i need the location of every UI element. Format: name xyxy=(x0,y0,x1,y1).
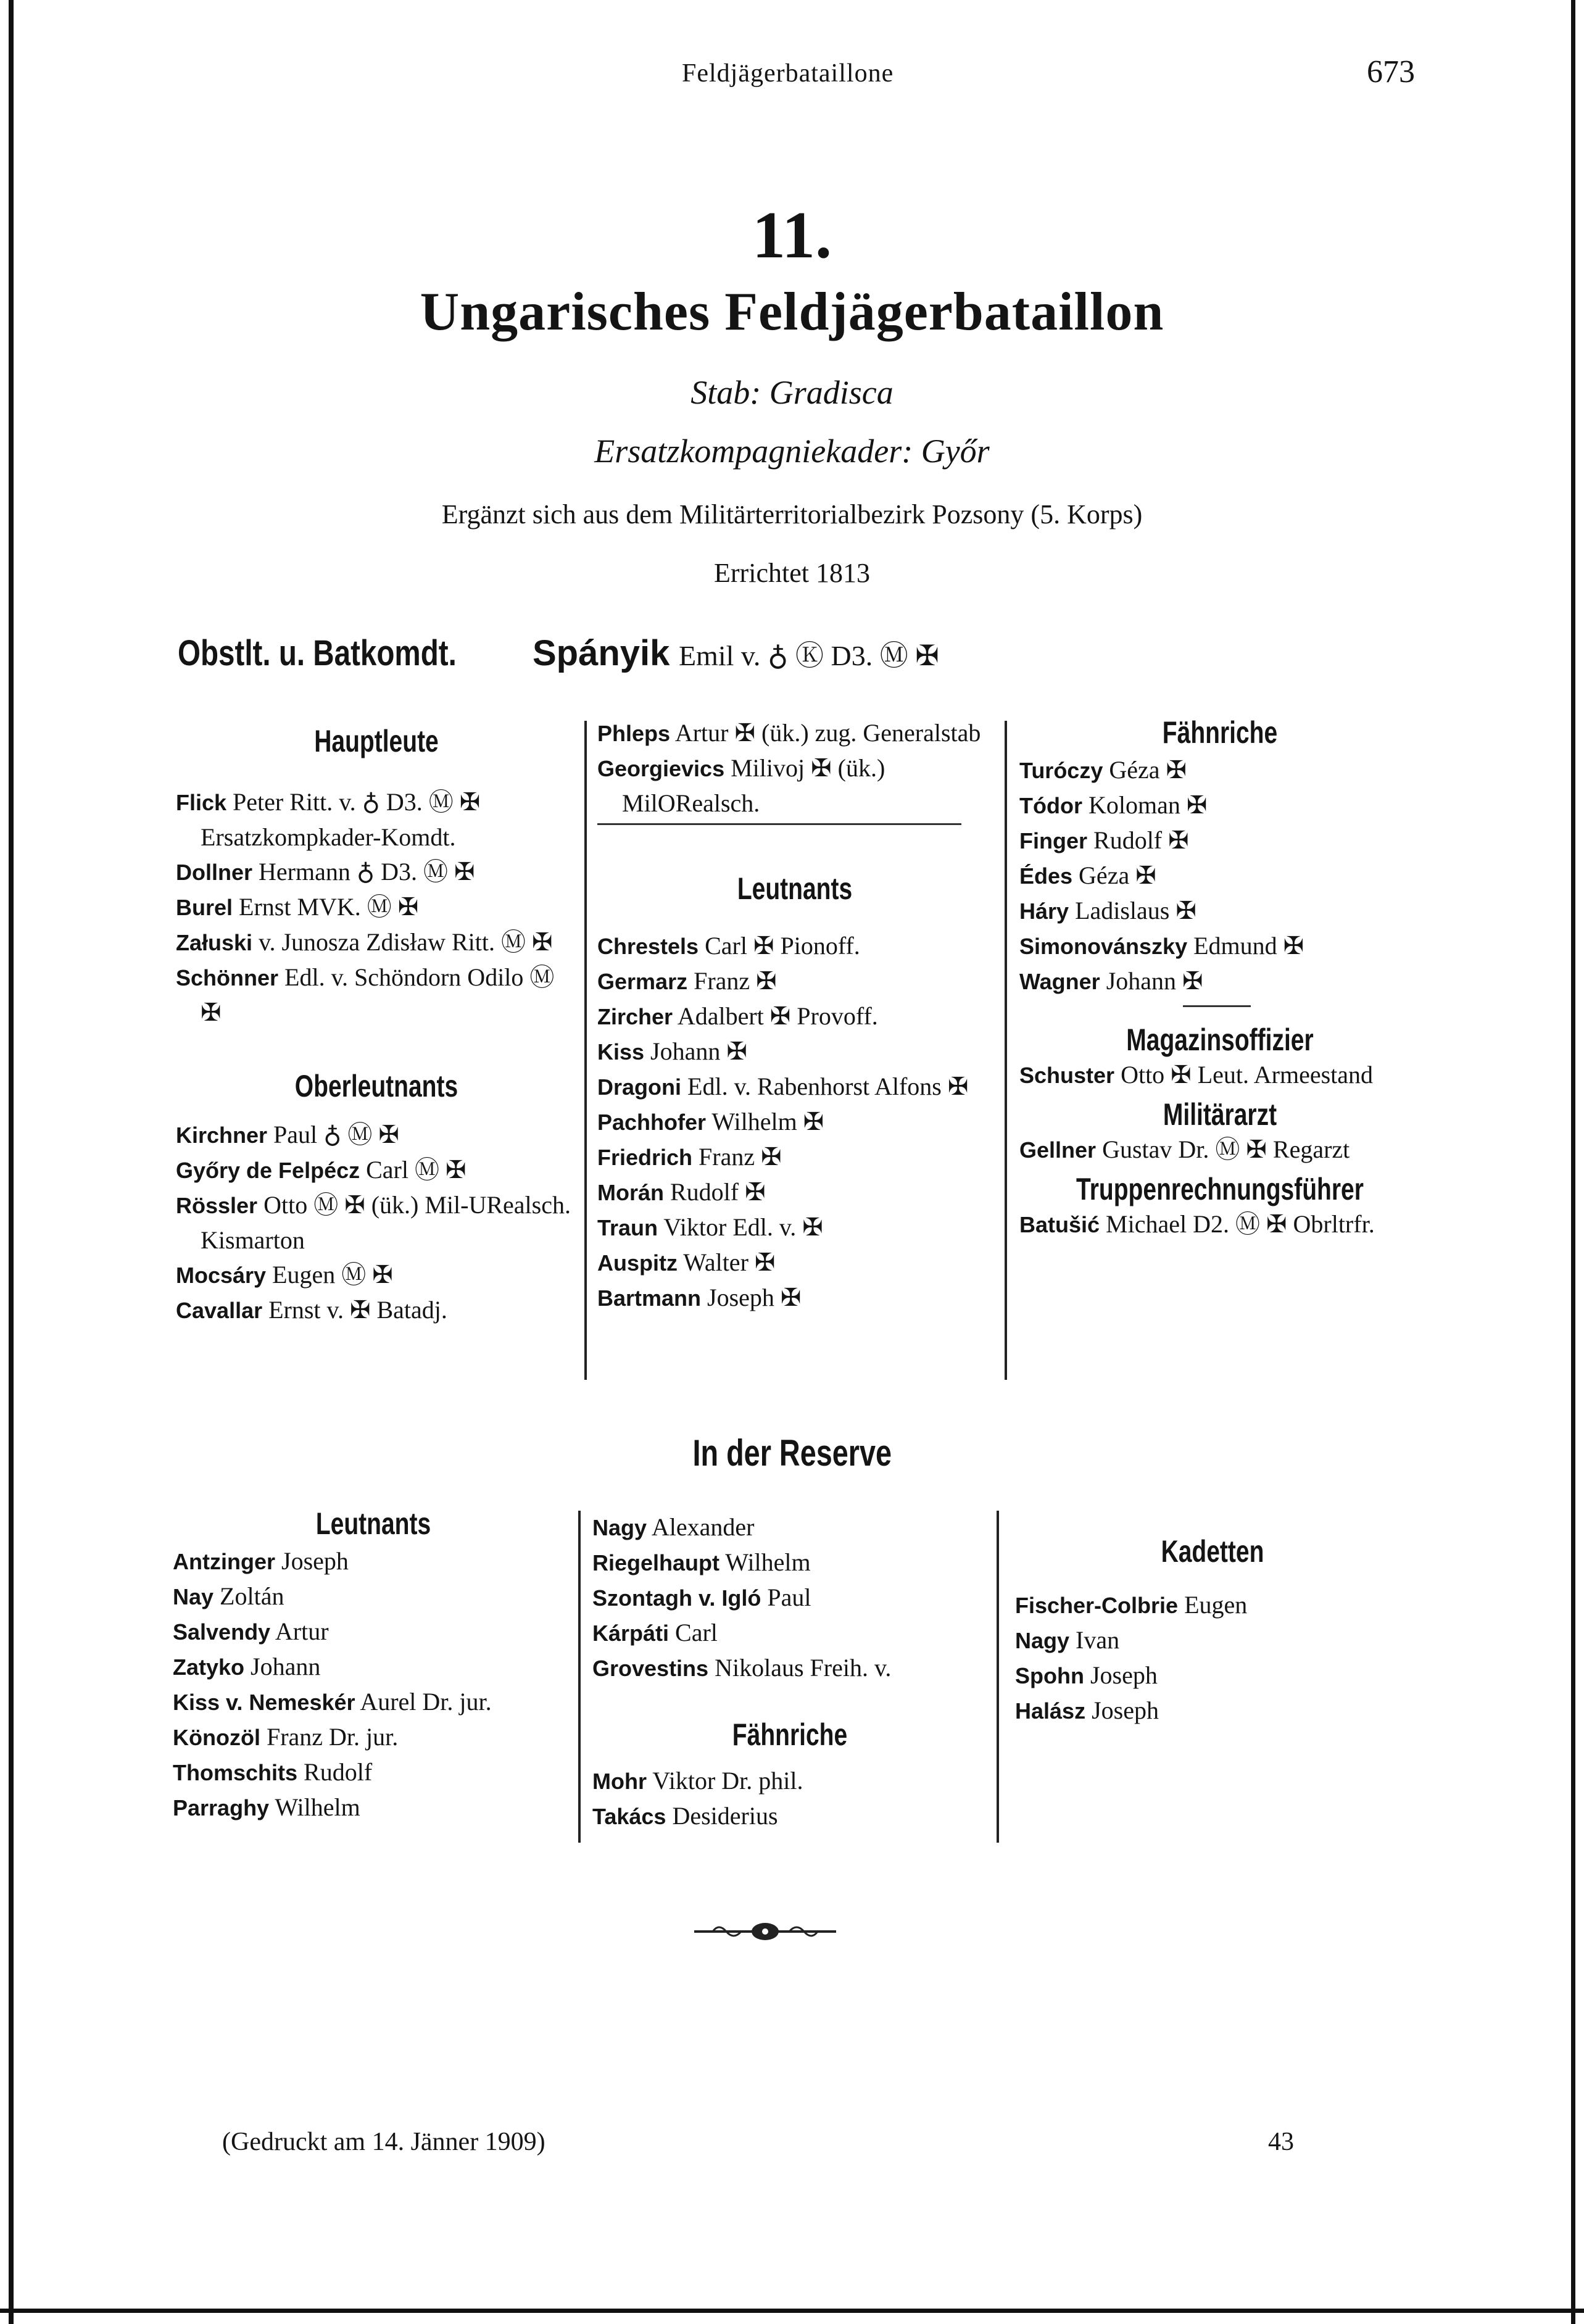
list-item xyxy=(597,964,992,999)
page-frame-left xyxy=(9,0,14,2324)
entry-name: Auspitz xyxy=(597,1250,678,1276)
entry-details: Géza ✠ xyxy=(1103,756,1187,784)
list-item xyxy=(1019,894,1420,929)
entry-details: Carl Ⓜ ✠ xyxy=(360,1156,466,1184)
entry-details: Ivan xyxy=(1069,1626,1120,1654)
entry-details: Gustav Dr. Ⓜ ✠ Regarzt xyxy=(1096,1135,1350,1163)
list-item xyxy=(1019,753,1420,788)
entry-details: Rudolf ✠ xyxy=(664,1178,766,1206)
list-item xyxy=(597,1175,992,1210)
list-item xyxy=(173,1650,574,1685)
entry-details: Michael D2. Ⓜ ✠ Obrltrfr. xyxy=(1100,1210,1375,1238)
oberleutnants-list xyxy=(176,1118,577,1328)
entry-details: Franz ✠ xyxy=(692,1143,782,1171)
commander-rank: Obstlt. u. Batkomdt. xyxy=(178,633,457,673)
entry-details: Géza ✠ xyxy=(1072,861,1156,889)
entry-name: Zatyko xyxy=(173,1654,245,1680)
reserve-faehnriche-list xyxy=(592,1764,987,1834)
entry-name: Kárpáti xyxy=(592,1621,670,1646)
entry-details: Franz Dr. jur. xyxy=(260,1723,399,1751)
column-divider xyxy=(584,721,587,1380)
entry-details: Wilhelm ✠ xyxy=(706,1108,824,1135)
list-item xyxy=(176,890,577,925)
entry-name: Schönner xyxy=(176,965,279,990)
entry-name: Riegelhaupt xyxy=(592,1550,720,1575)
col2-top-list xyxy=(597,716,992,821)
list-item xyxy=(597,1245,992,1280)
page-title: Ungarisches Feldjägerbataillon xyxy=(420,282,1164,342)
reserve-leutnants-list xyxy=(173,1544,574,1825)
entry-name: Kiss xyxy=(597,1039,645,1064)
list-item xyxy=(597,1280,992,1316)
entry-details: Ernst MVK. Ⓜ ✠ xyxy=(233,893,419,921)
entry-name: Simonovánszky xyxy=(1019,934,1188,959)
commander-line xyxy=(178,633,939,674)
entry-details: Ernst v. ✠ Batadj. xyxy=(262,1296,447,1324)
reserve-col2 xyxy=(592,1510,987,1834)
entry-name: Halász xyxy=(1015,1698,1086,1724)
reserve-leutnants-column xyxy=(173,1506,574,1825)
entry-name: Nay xyxy=(173,1584,214,1609)
page-frame-bottom xyxy=(0,2309,1584,2313)
entry-details: Desiderius xyxy=(666,1802,778,1830)
entry-details: Edl. v. Rabenhorst Alfons ✠ xyxy=(681,1073,969,1100)
entry-details: Koloman ✠ xyxy=(1082,791,1208,819)
entry-details: Johann ✠ xyxy=(644,1037,747,1065)
reserve-heading: In der Reserve xyxy=(692,1432,892,1474)
column-divider xyxy=(997,1511,999,1843)
list-item xyxy=(176,855,577,890)
list-item xyxy=(1019,1132,1420,1168)
faehnriche-column xyxy=(1019,715,1420,1242)
entry-details: Carl ✠ Pionoff. xyxy=(699,932,860,960)
entry-name: Fischer-Colbrie xyxy=(1015,1593,1179,1618)
entry-name: Tódor xyxy=(1019,793,1082,818)
entry-details: Eugen xyxy=(1178,1591,1248,1619)
entry-details: Joseph xyxy=(1084,1661,1158,1689)
list-item xyxy=(1019,964,1420,999)
list-item xyxy=(592,1580,987,1616)
short-rule xyxy=(1183,1005,1251,1007)
entry-name: Édes xyxy=(1019,863,1073,889)
list-item xyxy=(173,1685,574,1720)
list-item xyxy=(1015,1693,1410,1728)
entry-name: Parraghy xyxy=(173,1795,270,1820)
entry-name: Spohn xyxy=(1015,1663,1084,1688)
reserve-col2-list xyxy=(592,1510,987,1686)
entry-name: Phleps xyxy=(597,721,671,746)
entry-name: Załuski xyxy=(176,930,253,955)
list-item xyxy=(176,925,577,960)
list-item xyxy=(1019,929,1420,964)
faehnriche-list xyxy=(1019,753,1420,999)
list-item xyxy=(173,1614,574,1650)
running-header xyxy=(0,54,1584,96)
list-item xyxy=(1019,788,1420,823)
entry-name: Mohr xyxy=(592,1769,647,1794)
entry-name: Pachhofer xyxy=(597,1110,707,1135)
page-frame-right xyxy=(1571,0,1575,2324)
entry-name: Zircher xyxy=(597,1004,673,1029)
section-number: 11. xyxy=(752,199,832,272)
entry-name: Bartmann xyxy=(597,1285,702,1311)
entry-details: Wilhelm xyxy=(719,1548,811,1576)
hauptleute-column xyxy=(176,723,577,1328)
list-item xyxy=(173,1755,574,1790)
entry-details: Otto ✠ Leut. Armeestand xyxy=(1114,1061,1374,1089)
entry-details: Wilhelm xyxy=(269,1793,360,1821)
entry-name: Batušić xyxy=(1019,1212,1100,1237)
faehnriche-heading: Fähnriche xyxy=(1162,715,1278,750)
column-divider xyxy=(578,1511,581,1843)
kadetten-heading: Kadetten xyxy=(1161,1534,1264,1569)
list-item xyxy=(597,1069,992,1105)
entry-name: Morán xyxy=(597,1180,664,1205)
list-item xyxy=(597,1140,992,1175)
short-rule xyxy=(597,823,961,825)
commander-surname: Spányik xyxy=(533,633,670,673)
list-item xyxy=(597,929,992,964)
entry-details: Joseph xyxy=(1085,1696,1159,1724)
leutnants-column xyxy=(597,716,992,1316)
arzt-list xyxy=(1019,1132,1420,1168)
entry-details: v. Junosza Zdisław Ritt. Ⓜ ✠ xyxy=(252,928,553,956)
list-item xyxy=(1019,1058,1420,1093)
entry-name: Kirchner xyxy=(176,1123,268,1148)
entry-name: Kiss v. Nemeskér xyxy=(173,1690,355,1715)
entry-name: Friedrich xyxy=(597,1145,693,1170)
oberleutnants-heading: Oberleutnants xyxy=(294,1069,458,1103)
entry-details: Milivoj ✠ (ük.) MilORealsch. xyxy=(622,754,885,817)
reserve-leutnants-heading: Leutnants xyxy=(315,1506,431,1541)
entry-name: Salvendy xyxy=(173,1619,271,1645)
list-item xyxy=(176,960,577,1030)
running-title: Feldjägerbataillone xyxy=(682,59,894,88)
entry-name: Finger xyxy=(1019,828,1088,853)
entry-name: Turóczy xyxy=(1019,758,1103,783)
entry-name: Gellner xyxy=(1019,1137,1097,1163)
arzt-heading: Militärarzt xyxy=(1163,1097,1277,1132)
entry-name: Germarz xyxy=(597,969,688,994)
entry-name: Traun xyxy=(597,1215,658,1240)
list-item xyxy=(176,1188,577,1258)
kadetten-column xyxy=(1015,1533,1410,1728)
list-item xyxy=(173,1579,574,1614)
page-number: 673 xyxy=(1367,54,1415,89)
entry-name: Flick xyxy=(176,790,227,815)
ergaenzt-line: Ergänzt sich aus dem Militärterritorialbezirk Pozsony (5. Korps) xyxy=(441,499,1143,529)
list-item xyxy=(173,1544,574,1579)
list-item xyxy=(173,1720,574,1755)
truppen-heading: Truppenrechnungsführer xyxy=(1076,1172,1364,1206)
entry-details: Joseph xyxy=(275,1547,349,1575)
list-item xyxy=(176,1118,577,1153)
entry-details: Aurel Dr. jur. xyxy=(355,1688,492,1716)
list-item xyxy=(597,751,992,821)
list-item xyxy=(592,1545,987,1580)
list-item xyxy=(592,1510,987,1545)
entry-name: Rössler xyxy=(176,1193,258,1218)
entry-details: Johann ✠ xyxy=(1100,967,1203,995)
entry-details: Ladislaus ✠ xyxy=(1069,897,1196,924)
entry-details: Nikolaus Freih. v. xyxy=(708,1654,892,1682)
entry-details: Viktor Edl. v. ✠ xyxy=(658,1213,823,1241)
entry-name: Könozöl xyxy=(173,1725,260,1750)
entry-details: Rudolf xyxy=(297,1758,373,1786)
entry-name: Burel xyxy=(176,895,233,920)
printed-date: (Gedruckt am 14. Jänner 1909) xyxy=(222,2128,545,2156)
entry-details: Johann xyxy=(244,1653,321,1680)
entry-name: Nagy xyxy=(1015,1628,1070,1653)
list-item xyxy=(176,1293,577,1328)
entry-name: Cavallar xyxy=(176,1298,263,1323)
entry-details: Hermann ♁ D3. Ⓜ ✠ xyxy=(252,858,475,886)
list-item xyxy=(592,1764,987,1799)
entry-details: Peter Ritt. v. ♁ D3. Ⓜ ✠ Ersatzkompkader-Komdt. xyxy=(201,788,481,851)
column-divider xyxy=(1005,721,1007,1380)
list-item xyxy=(597,1034,992,1069)
list-item xyxy=(597,1105,992,1140)
entry-name: Szontagh v. Igló xyxy=(592,1585,761,1611)
list-item xyxy=(1015,1588,1410,1623)
entry-name: Győry de Felpécz xyxy=(176,1158,360,1183)
entry-details: Adalbert ✠ Provoff. xyxy=(673,1002,878,1030)
entry-name: Háry xyxy=(1019,898,1069,924)
entry-details: Artur xyxy=(270,1617,329,1645)
leutnants-list xyxy=(597,929,992,1316)
list-item xyxy=(1019,858,1420,894)
list-item xyxy=(597,1210,992,1245)
magazin-heading: Magazinsoffizier xyxy=(1126,1023,1314,1057)
entry-name: Nagy xyxy=(592,1515,647,1540)
stab-line: Stab: Gradisca xyxy=(690,374,894,411)
entry-details: Edmund ✠ xyxy=(1187,932,1304,960)
entry-details: Walter ✠ xyxy=(678,1248,776,1276)
reserve-faehnriche-heading: Fähnriche xyxy=(732,1717,848,1752)
leutnants-heading: Leutnants xyxy=(737,871,853,906)
list-item xyxy=(176,785,577,855)
magazin-list xyxy=(1019,1058,1420,1093)
entry-name: Mocsáry xyxy=(176,1263,267,1288)
list-item xyxy=(597,716,992,751)
entry-name: Schuster xyxy=(1019,1063,1115,1088)
hauptleute-list xyxy=(176,785,577,1030)
entry-details: Franz ✠ xyxy=(687,967,777,995)
list-item xyxy=(592,1651,987,1686)
list-item xyxy=(176,1153,577,1188)
entry-name: Grovestins xyxy=(592,1656,709,1681)
kadetten-list xyxy=(1015,1588,1410,1728)
entry-details: Artur ✠ (ük.) zug. Generalstab xyxy=(670,719,981,747)
reserve-heading-wrap xyxy=(0,1432,1584,1474)
entry-details: Carl xyxy=(669,1619,718,1646)
list-item xyxy=(597,999,992,1034)
list-item xyxy=(176,1258,577,1293)
entry-name: Antzinger xyxy=(173,1549,275,1574)
entry-details: Otto Ⓜ ✠ (ük.) Mil-URealsch. Kismarton xyxy=(201,1191,571,1254)
entry-details: Rudolf ✠ xyxy=(1087,826,1189,854)
ornament-divider xyxy=(688,1919,842,1944)
truppen-list xyxy=(1019,1207,1420,1242)
list-item xyxy=(1019,823,1420,858)
list-item xyxy=(1019,1207,1420,1242)
entry-details: Paul xyxy=(761,1583,811,1611)
hauptleute-heading: Hauptleute xyxy=(314,724,439,758)
entry-details: Viktor Dr. phil. xyxy=(646,1767,803,1795)
entry-name: Dragoni xyxy=(597,1074,682,1100)
entry-details: Joseph ✠ xyxy=(701,1284,802,1311)
errichtet-line: Errichtet 1813 xyxy=(714,558,870,588)
list-item xyxy=(592,1616,987,1651)
entry-name: Takács xyxy=(592,1804,666,1829)
entry-details: Paul ♁ Ⓜ ✠ xyxy=(267,1121,399,1148)
list-item xyxy=(592,1799,987,1834)
entry-name: Wagner xyxy=(1019,969,1100,994)
entry-name: Dollner xyxy=(176,860,253,885)
entry-name: Thomschits xyxy=(173,1760,298,1785)
entry-details: Alexander xyxy=(647,1513,755,1541)
entry-name: Chrestels xyxy=(597,934,699,959)
entry-details: Eugen Ⓜ ✠ xyxy=(266,1261,393,1289)
commander-details: Emil v. ♁ Ⓚ D3. Ⓜ ✠ xyxy=(678,640,939,671)
entry-details: Edl. v. Schöndorn Odilo Ⓜ ✠ xyxy=(201,963,555,1026)
list-item xyxy=(173,1790,574,1825)
list-item xyxy=(1015,1658,1410,1693)
ersatz-line: Ersatzkompagniekader: Győr xyxy=(594,433,990,470)
entry-details: Zoltán xyxy=(214,1582,284,1610)
entry-name: Georgievics xyxy=(597,756,725,781)
list-item xyxy=(1015,1623,1410,1658)
sheet-number: 43 xyxy=(1268,2128,1294,2156)
